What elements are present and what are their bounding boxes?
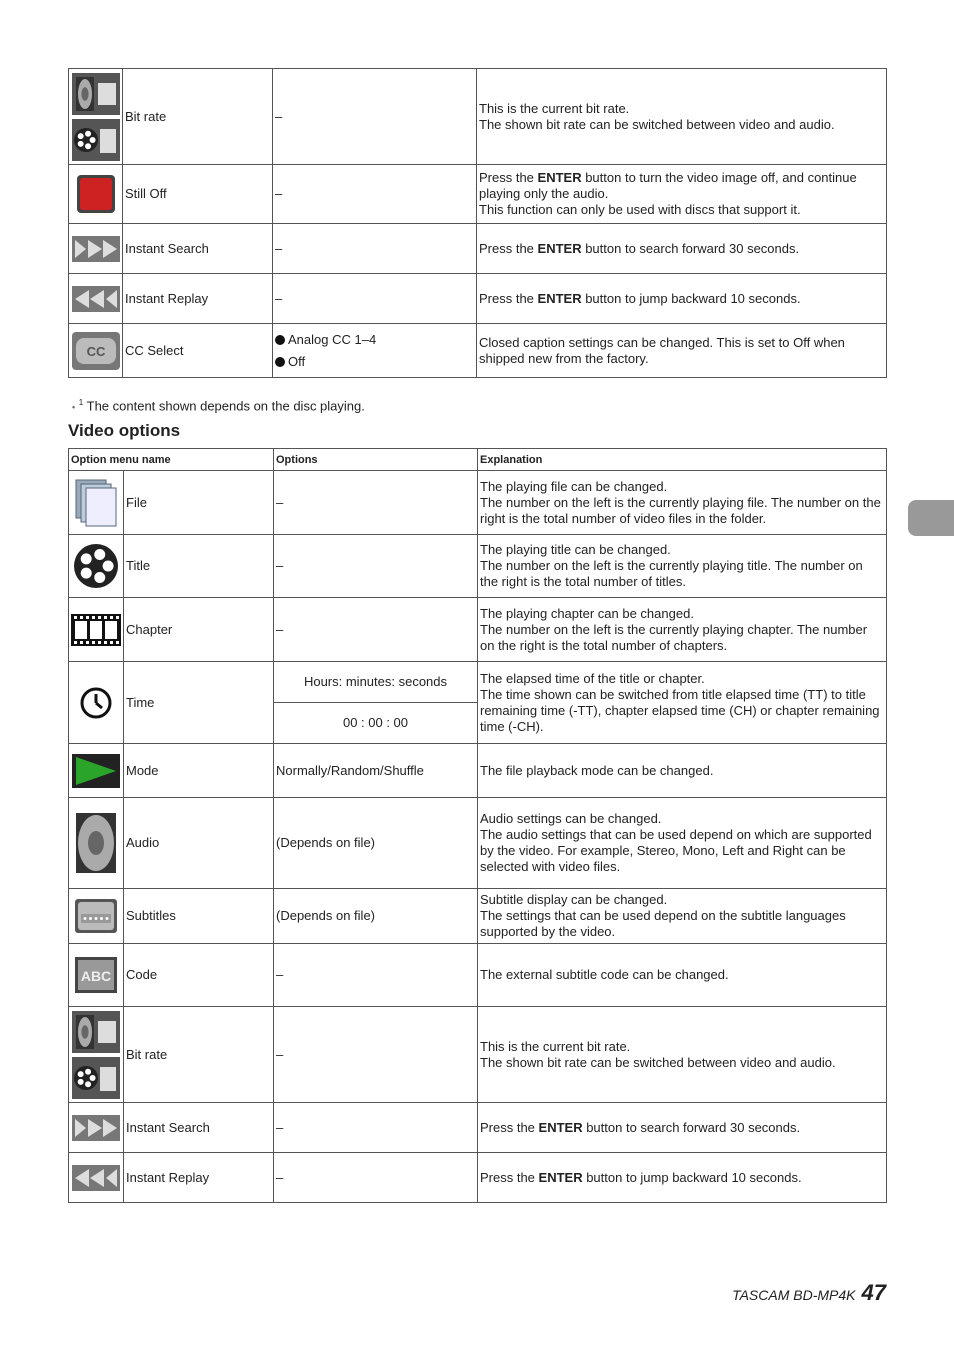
option-list [273, 324, 477, 378]
explanation-line: The number on the left is the currently playing chapter. The number on the right is the total number of chapters. [480, 621, 868, 653]
option-value: – [274, 944, 478, 1007]
product-name: TASCAM BD-MP4K [732, 1287, 856, 1303]
instant-replay-icon [69, 1153, 124, 1203]
option-name: Bit rate [123, 69, 273, 165]
explanation-line: This is the current bit rate. [479, 100, 630, 116]
table-header-row [69, 449, 887, 471]
table-row [69, 1103, 887, 1153]
option-explanation [478, 1007, 887, 1103]
option-explanation [477, 274, 887, 324]
instant-search-icon [69, 1103, 124, 1153]
option-explanation [478, 744, 887, 798]
side-tab [908, 500, 954, 536]
option-name: Mode [124, 744, 274, 798]
table-row [69, 598, 887, 662]
option-value: – [274, 1103, 478, 1153]
header-options: Options [274, 449, 478, 471]
bitrate-icon [69, 69, 123, 165]
option-name: Instant Search [124, 1103, 274, 1153]
option-value: – [273, 69, 477, 165]
option-explanation [478, 1153, 887, 1203]
bullet-icon [275, 357, 285, 367]
option-value: – [274, 471, 478, 535]
list-item [275, 354, 474, 370]
explanation-line: Subtitle display can be changed. [480, 892, 668, 907]
option-value: – [274, 598, 478, 662]
explanation-line: Audio settings can be changed. [480, 811, 662, 826]
explanation-line: Press the ENTER button to search forward 30 seconds. [479, 240, 800, 256]
bullet-icon: • [72, 402, 76, 413]
clock-icon [69, 662, 124, 744]
table-row [69, 1007, 887, 1103]
explanation-line: Closed caption settings can be changed. This is set to Off when shipped new from the factory. [479, 334, 845, 366]
option-explanation [477, 69, 887, 165]
explanation-line: The elapsed time of the title or chapter. [480, 670, 705, 686]
option-value: (Depends on file) [274, 798, 478, 889]
option-name: File [124, 471, 274, 535]
option-name: Subtitles [124, 889, 274, 944]
explanation-line: The playing title can be changed. [480, 542, 671, 557]
explanation-line: The shown bit rate can be switched between video and audio. [480, 1054, 836, 1070]
chapter-film-icon [69, 598, 124, 662]
option-explanation [478, 1103, 887, 1153]
video-options-table [68, 448, 887, 1203]
footnote-marker: 1 [78, 398, 84, 407]
table-row [69, 744, 887, 798]
table-row [69, 274, 887, 324]
explanation-line: The number on the left is the currently playing file. The number on the right is the total number of video files in the folder. [480, 494, 881, 526]
table-row [69, 69, 887, 165]
audio-speaker-icon [69, 798, 124, 889]
table-row [69, 1153, 887, 1203]
explanation-line: This is the current bit rate. [480, 1038, 631, 1054]
option-explanation [478, 535, 887, 598]
instant-search-icon [69, 224, 123, 274]
option-item: Off [288, 353, 306, 369]
explanation-line: Press the ENTER button to turn the video image off, and continue playing only the audio. [479, 170, 857, 201]
abc-code-icon [69, 944, 124, 1007]
svg-text:ABC: ABC [80, 968, 112, 984]
svg-text:CC: CC [86, 343, 105, 359]
option-item: Analog CC 1–4 [288, 331, 377, 347]
explanation-line: This function can only be used with discs that support it. [479, 202, 801, 217]
header-option-menu-name: Option menu name [69, 449, 274, 471]
still-off-icon [69, 165, 123, 224]
table-row [69, 471, 887, 535]
explanation-line: Press the ENTER button to jump backward 10 seconds. [480, 1169, 802, 1185]
option-value: – [273, 224, 477, 274]
option-name: Audio [124, 798, 274, 889]
explanation-line: Press the ENTER button to search forward 30 seconds. [480, 1119, 801, 1135]
explanation-line: The external subtitle code can be changed. [480, 967, 729, 982]
option-explanation [477, 324, 887, 378]
option-explanation [478, 798, 887, 889]
option-name: Bit rate [124, 1007, 274, 1103]
table-row [69, 944, 887, 1007]
subtitles-icon [69, 889, 124, 944]
footnote-text: The content shown depends on the disc playing. [86, 398, 365, 414]
explanation-line: The number on the left is the currently playing title. The number on the right is the total number of titles. [480, 558, 863, 589]
explanation-line: The file playback mode can be changed. [480, 762, 714, 778]
option-value: Normally/Random/Shuffle [274, 744, 478, 798]
option-value: (Depends on file) [274, 889, 478, 944]
option-name: Still Off [123, 165, 273, 224]
table-row [69, 324, 887, 378]
header-explanation: Explanation [478, 449, 887, 471]
footnote [72, 398, 365, 413]
title-reel-icon [69, 535, 124, 598]
explanation-line: The time shown can be switched from title elapsed time (TT) to title remaining time (-TT), chapter elapsed time (CH) or chapter remaining time (-CH). [480, 686, 880, 734]
options-table-top [68, 68, 887, 378]
explanation-line: The playing chapter can be changed. [480, 605, 694, 621]
bitrate-icon [69, 1007, 124, 1103]
option-explanation [477, 224, 887, 274]
option-name: Chapter [124, 598, 274, 662]
file-icon [69, 471, 124, 535]
option-name: Instant Search [123, 224, 273, 274]
explanation-line: The shown bit rate can be switched between video and audio. [479, 116, 835, 132]
table-row [69, 224, 887, 274]
cc-icon [69, 324, 123, 378]
option-explanation [478, 598, 887, 662]
explanation-line: Press the ENTER button to jump backward 10 seconds. [479, 290, 801, 306]
explanation-line: The playing file can be changed. [480, 478, 668, 494]
option-name: Instant Replay [124, 1153, 274, 1203]
page-footer [732, 1280, 886, 1306]
option-value-time: 00 : 00 : 00 [274, 703, 478, 744]
table-row [69, 535, 887, 598]
page-number: 47 [861, 1280, 886, 1305]
option-name: Instant Replay [123, 274, 273, 324]
section-title: Video options [68, 421, 181, 440]
option-explanation [477, 165, 887, 224]
option-value: – [274, 535, 478, 598]
table-row [69, 889, 887, 944]
option-name: Code [124, 944, 274, 1007]
option-value: – [273, 165, 477, 224]
table-row [69, 165, 887, 224]
option-value-format: Hours: minutes: seconds [274, 662, 478, 703]
instant-replay-icon [69, 274, 123, 324]
mode-play-icon [69, 744, 124, 798]
option-value: – [274, 1007, 478, 1103]
option-name: Title [124, 535, 274, 598]
option-explanation [478, 662, 887, 744]
option-explanation [478, 471, 887, 535]
explanation-line: The settings that can be used depend on the subtitle languages supported by the video. [480, 908, 846, 939]
option-value: – [273, 274, 477, 324]
list-item [275, 332, 474, 348]
explanation-line: The audio settings that can be used depend on which are supported by the video. For example, Stereo, Mono, Left and Right can be selected with video files. [480, 827, 872, 874]
option-explanation [478, 889, 887, 944]
option-name: CC Select [123, 324, 273, 378]
option-name: Time [124, 662, 274, 744]
bullet-icon [275, 335, 285, 345]
option-explanation [478, 944, 887, 1007]
table-row [69, 662, 887, 703]
option-value: – [274, 1153, 478, 1203]
table-row [69, 798, 887, 889]
